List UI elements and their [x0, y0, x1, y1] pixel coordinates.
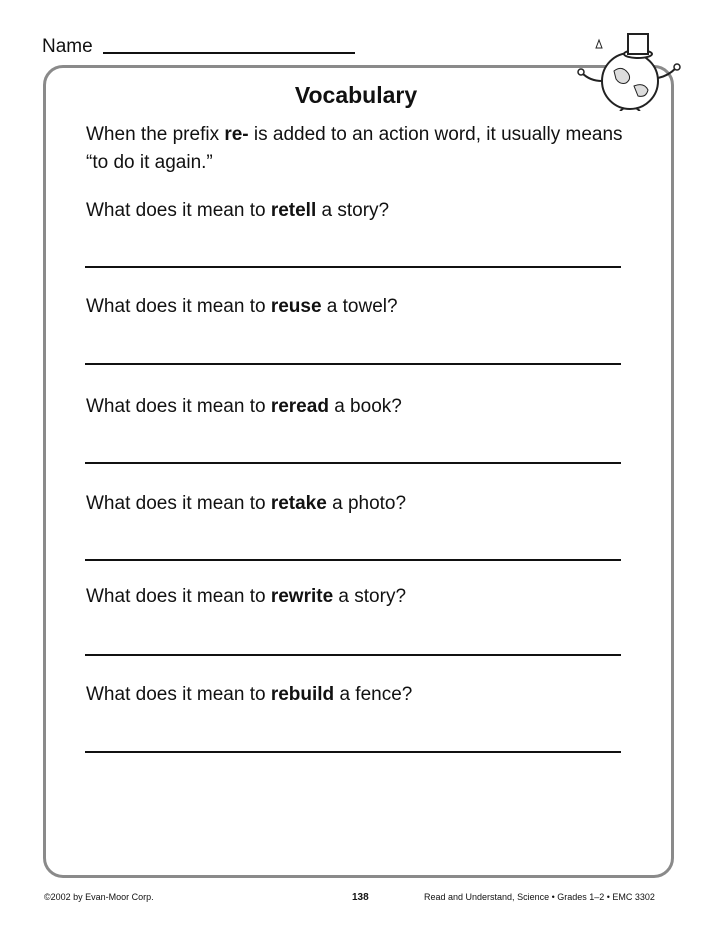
question-text: What does it mean to: [86, 684, 271, 705]
question-word: reread: [270, 396, 329, 417]
question-word: reuse: [270, 296, 322, 317]
page-number: 138: [352, 892, 369, 903]
question-text: a photo?: [326, 493, 407, 514]
footer-series: Read and Understand, Science • Grades 1–2 • EMC 3302: [424, 892, 655, 902]
intro-part2: is added to an action word, it usually means “to do it again.”: [86, 124, 623, 173]
name-label: Name: [42, 36, 93, 57]
question-text: What does it mean to: [86, 200, 271, 221]
question-text: What does it mean to: [86, 493, 271, 514]
intro-part1: When the prefix: [86, 124, 225, 145]
question-3: [86, 396, 402, 418]
answer-line-4[interactable]: [85, 559, 621, 561]
answer-line-6[interactable]: [85, 751, 621, 753]
question-word: retell: [270, 200, 317, 221]
question-word: retake: [270, 493, 327, 514]
question-word: rebuild: [270, 684, 335, 705]
question-text: a fence?: [334, 684, 413, 705]
answer-line-5[interactable]: [85, 654, 621, 656]
question-text: What does it mean to: [86, 586, 271, 607]
question-text: a story?: [333, 586, 407, 607]
question-text: What does it mean to: [86, 396, 271, 417]
worksheet-frame: [43, 65, 674, 878]
question-text: a story?: [316, 200, 390, 221]
answer-line-3[interactable]: [85, 462, 621, 464]
page-title: Vocabulary: [294, 82, 418, 108]
question-4: [86, 493, 406, 515]
intro-text: [86, 121, 626, 177]
question-1: [86, 200, 389, 222]
question-word: rewrite: [270, 586, 334, 607]
question-text: a towel?: [321, 296, 398, 317]
question-6: [86, 684, 412, 706]
answer-line-1[interactable]: [85, 266, 621, 268]
answer-line-2[interactable]: [85, 363, 621, 365]
name-field[interactable]: [103, 52, 355, 54]
question-text: a book?: [328, 396, 402, 417]
question-text: What does it mean to: [86, 296, 271, 317]
question-5: [86, 586, 406, 608]
question-2: [86, 296, 398, 318]
footer-copyright: ©2002 by Evan-Moor Corp.: [44, 892, 154, 902]
intro-prefix: re-: [224, 124, 249, 145]
